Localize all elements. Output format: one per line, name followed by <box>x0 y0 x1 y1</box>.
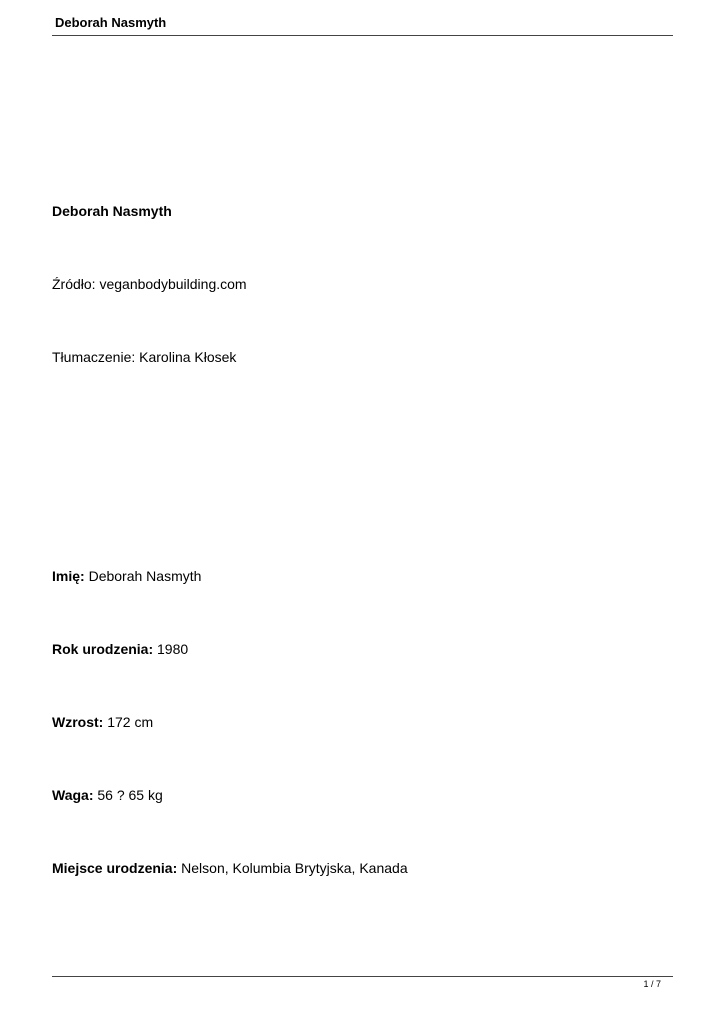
fact-value: Deborah Nasmyth <box>88 568 202 584</box>
fact-name <box>52 566 201 586</box>
translation-line: Tłumaczenie: Karolina Kłosek <box>52 349 237 365</box>
fact-label: Imię: <box>52 568 85 584</box>
article-title: Deborah Nasmyth <box>52 203 172 219</box>
fact-label: Wzrost: <box>52 714 104 730</box>
fact-birth-year <box>52 639 188 659</box>
fact-birthplace <box>52 858 408 878</box>
page-number: 1 / 7 <box>643 979 661 989</box>
fact-value: 172 cm <box>107 714 154 730</box>
fact-label: Miejsce urodzenia: <box>52 860 178 876</box>
footer-divider <box>52 976 673 977</box>
fact-value: Nelson, Kolumbia Brytyjska, Kanada <box>181 860 408 876</box>
header-divider <box>52 35 673 36</box>
fact-label: Rok urodzenia: <box>52 641 154 657</box>
fact-height <box>52 712 153 732</box>
fact-value: 56 ? 65 kg <box>97 787 163 803</box>
fact-value: 1980 <box>157 641 189 657</box>
running-header: Deborah Nasmyth <box>55 15 167 30</box>
source-line: Źródło: veganbodybuilding.com <box>52 276 247 292</box>
fact-label: Waga: <box>52 787 94 803</box>
fact-weight <box>52 785 163 805</box>
